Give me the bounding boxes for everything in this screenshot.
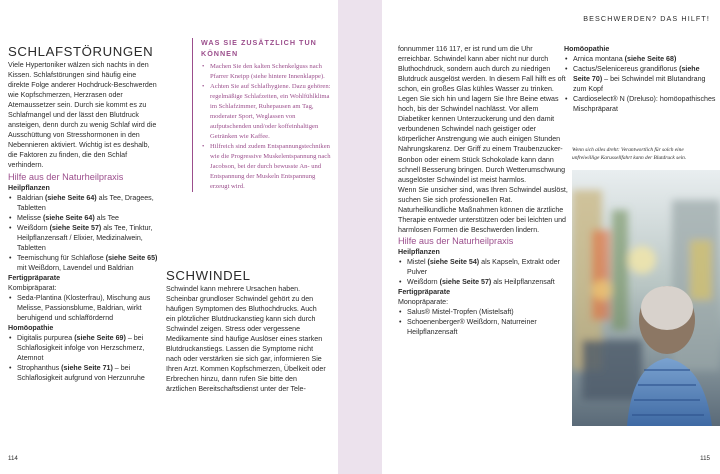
- right-column-2: [564, 44, 716, 114]
- list-item-text: Mistel: [407, 257, 428, 266]
- list-item-text: Seda-Plantina (Klosterfrau), Mischung aus Melisse, Passionsblume, Baldrian, wirkt beruhigend und schlaffördernd: [17, 294, 151, 323]
- prep-heading: Fertigpräparate: [8, 273, 61, 282]
- photo-caption: Wenn sich alles dreht: Verantwortlich für solch eine unfreiwillige Karussellfahrt kann der Blutdruck sein.: [572, 147, 687, 161]
- list-item: [398, 307, 568, 317]
- combi-label: Kombipräparat:: [8, 283, 57, 292]
- plants-list-right: [398, 257, 568, 287]
- plants-heading: Heilpflanzen: [8, 183, 50, 192]
- list-item-text: als Kapseln, Extrakt oder Pulver: [407, 257, 560, 276]
- list-item: [8, 253, 158, 273]
- list-item-text: mit Weißdorn, Lavendel und Baldrian: [17, 263, 134, 272]
- vertigo-advice-paragraph: Wenn Sie unsicher sind, was Ihren Schwindel auslöst, suchen Sie sich professionellen Rat. Naturheilkundliche Maßnahmen können die ärztliche Therapie entweder unterstützen oder bei leichten und harmlosen Formen die Beschwerden lindern.: [398, 185, 568, 234]
- list-item: [8, 333, 158, 363]
- natural-remedies-heading-right: Hilfe aus der Naturheilpraxis: [398, 235, 514, 246]
- page-number-left: 114: [8, 455, 18, 462]
- tip-box-title: WAS SIE ZUSÄTZLICH TUN KÖNNEN: [201, 38, 317, 58]
- running-head: BESCHWERDEN? DAS HILFT!: [583, 14, 710, 23]
- street-photo: [572, 170, 720, 426]
- list-item-text: als Tee, Tinktur, Heilpflanzensaft / Elixier, Medizinalwein, Tabletten: [17, 223, 153, 252]
- vertigo-continued-paragraph: fonnummer 116 117, er ist rund um die Uhr erreichbar. Schwindel kann aber nicht nur durch Bluthochdruck, sondern auch durch zu niedrigen Blutdruck ausgelöst werden. In diesem Fall hilft es oft schon, ein großes Glas kühles Wasser zu trinken. Legen Sie sich hin und lagern Sie Ihre Beine etwas hoch, bis der Schwindel nachlässt. Vor allem Diabetiker kennen Unterzuckerung und den damit verbundenen Schwindel nach geistiger oder körperlicher Anstrengung wie auch einigen Stunden Nahrungskarenz. Der Griff zu einem Traubenzucker-Bonbon oder einem Stück Schokolade kann dann schnell Besserung bringen. Durch Wetterumschwung ausgelöster Schwindel ist meist harmlos.: [398, 45, 566, 184]
- list-item-text: – bei Schlaflosigkeit aufgrund von Herzunruhe: [17, 364, 145, 383]
- list-item-text: Weißdorn: [17, 223, 50, 232]
- homeopathy-list-right: [564, 54, 716, 114]
- list-item-text: als Tee: [94, 213, 120, 222]
- page-reference: (siehe Seite 68): [624, 55, 677, 64]
- list-item: [8, 193, 158, 213]
- tip-item: • Achten Sie auf Schlafhygiene. Dazu gehören: regelmäßige Schlafzeiten, ein Wohlfühlklima im Schlafzimmer, Ruhepausen am Tag, moderater Sport, Weglassen von aufputschenden und/oder koffeinhaltigen Getränken wie Kaffee.: [201, 82, 333, 142]
- list-item: [398, 257, 568, 277]
- right-column-1: [398, 44, 568, 337]
- list-item-text: Melisse: [17, 213, 44, 222]
- page-reference: (siehe Seite 69): [74, 334, 126, 343]
- homeopathy-heading: Homöopathie: [8, 324, 54, 333]
- list-item: [8, 223, 158, 253]
- list-item-text: Teemischung für Schlaflose: [17, 253, 106, 262]
- list-item-text: – bei Schlaflosigkeit infolge von Herzschmerz, Atemnot: [17, 334, 145, 363]
- list-item-text: Baldrian: [17, 193, 45, 202]
- list-item-text: – bei Schwindel mit Blutandrang zum Kopf: [573, 75, 706, 94]
- list-item: [564, 94, 716, 114]
- mono-label: Monopräparate:: [398, 298, 449, 307]
- list-item-text: Digitalis purpurea: [17, 334, 75, 343]
- list-item-text: Weißdorn: [407, 278, 440, 287]
- list-item-text: Cardioselect® N (Dreluso): homöopathisches Mischpräparat: [573, 95, 716, 114]
- list-item: [564, 54, 716, 64]
- page-reference: (siehe Seite 71): [61, 364, 113, 373]
- list-item-text: als Tee, Dragees, Tabletten: [17, 193, 154, 212]
- tip-item: • Machen Sie den kalten Schenkelguss nach Pfarrer Kneipp (siehe hintere Innenklappe).: [201, 62, 333, 82]
- page-gutter: [338, 0, 382, 474]
- plants-heading-right: Heilpflanzen: [398, 247, 440, 256]
- tip-box: [192, 38, 333, 192]
- list-item-text: Cactus/Selenicereus grandiflorus: [573, 65, 680, 74]
- homeopathy-heading-right: Homöopathie: [564, 45, 610, 53]
- page-number-right: 115: [700, 455, 710, 462]
- vertigo-section: [166, 268, 328, 395]
- section-heading-sleep: SCHLAFSTÖRUNGEN: [8, 44, 154, 59]
- plants-list: [8, 193, 158, 273]
- list-item: [8, 363, 158, 383]
- blurred-street-image: [572, 170, 720, 426]
- list-item-text: Salus® Mistel-Tropfen (Mistelsaft): [407, 308, 514, 317]
- prep-heading-right: Fertigpräparate: [398, 288, 451, 297]
- left-page: [0, 0, 338, 474]
- list-item: [398, 317, 568, 337]
- tip-item: • Hilfreich sind zudem Entspannungstechniken wie die Progressive Muskelentspannung nach Jacobson, bei der durch bewusste An- und Entspannung der Muskeln Entspannung erzeugt wird.: [201, 142, 333, 192]
- homeopathy-list: [8, 333, 158, 383]
- page-reference: (siehe Seite 65): [105, 253, 158, 262]
- list-item-text: als Heilpflanzensaft: [491, 278, 555, 287]
- page-reference: (siehe Seite 64): [43, 213, 95, 222]
- page-reference: (siehe Seite 57): [49, 223, 102, 232]
- page-reference: (siehe Seite 54): [427, 257, 480, 266]
- list-item-text: Schoenenberger® Weißdorn, Naturreiner Heilpflanzensaft: [407, 318, 537, 337]
- vertigo-paragraph: Schwindel kann mehrere Ursachen haben. Scheinbar grundloser Schwindel gehört zu den häufigen Symptomen des Bluthochdrucks. Auch ein plötzlicher Blutdruckanstieg kann sich durch Schwindel zeigen. Stress oder vergessene Medikamente sind häufige Auslöser eines starken Blutdruckanstiegs. Lassen die Symptome nicht nach oder verstärken sie sich gar, informieren Sie Ihren Arzt. Kommen Kopfschmerzen, Übelkeit oder Erbrechen hinzu, dann rufen Sie bitte den ärztlichen Bereitschaftsdienst unter der Tele-: [166, 285, 326, 394]
- section-heading-vertigo: SCHWINDEL: [166, 268, 251, 283]
- list-item: [398, 277, 568, 287]
- natural-remedies-heading: Hilfe aus der Naturheilpraxis: [8, 171, 124, 182]
- list-item: [8, 293, 158, 323]
- left-column: [8, 44, 158, 383]
- page-reference: (siehe Seite 64): [45, 193, 97, 202]
- combi-list: [8, 293, 158, 323]
- page-reference: (siehe Seite 57): [439, 278, 492, 287]
- list-item: [8, 213, 158, 223]
- list-item-text: Arnica montana: [573, 55, 625, 64]
- tip-box-list: [201, 62, 333, 192]
- mono-list: [398, 307, 568, 337]
- sleep-intro-paragraph: Viele Hypertoniker wälzen sich nachts in den Kissen. Schlafstörungen sind häufig eine direkte Folge anderer Hochdruck-Beschwerden wie Kopfschmerzen, Herzrasen oder Atemaussetzer sein. Durch sie kommt es zu Schlafmangel und der lässt den Blutdruck ansteigen, denn durch zu wenig Schlaf wird die Ausschüttung von Stresshormonen in den Nebennieren aktiviert. Wichtig ist es deshalb, die Faktoren zu finden, die den Schlaf verhindern.: [8, 61, 157, 170]
- list-item: [564, 64, 716, 94]
- list-item-text: Strophanthus: [17, 364, 62, 373]
- page-reference: (siehe Seite 70): [573, 65, 700, 84]
